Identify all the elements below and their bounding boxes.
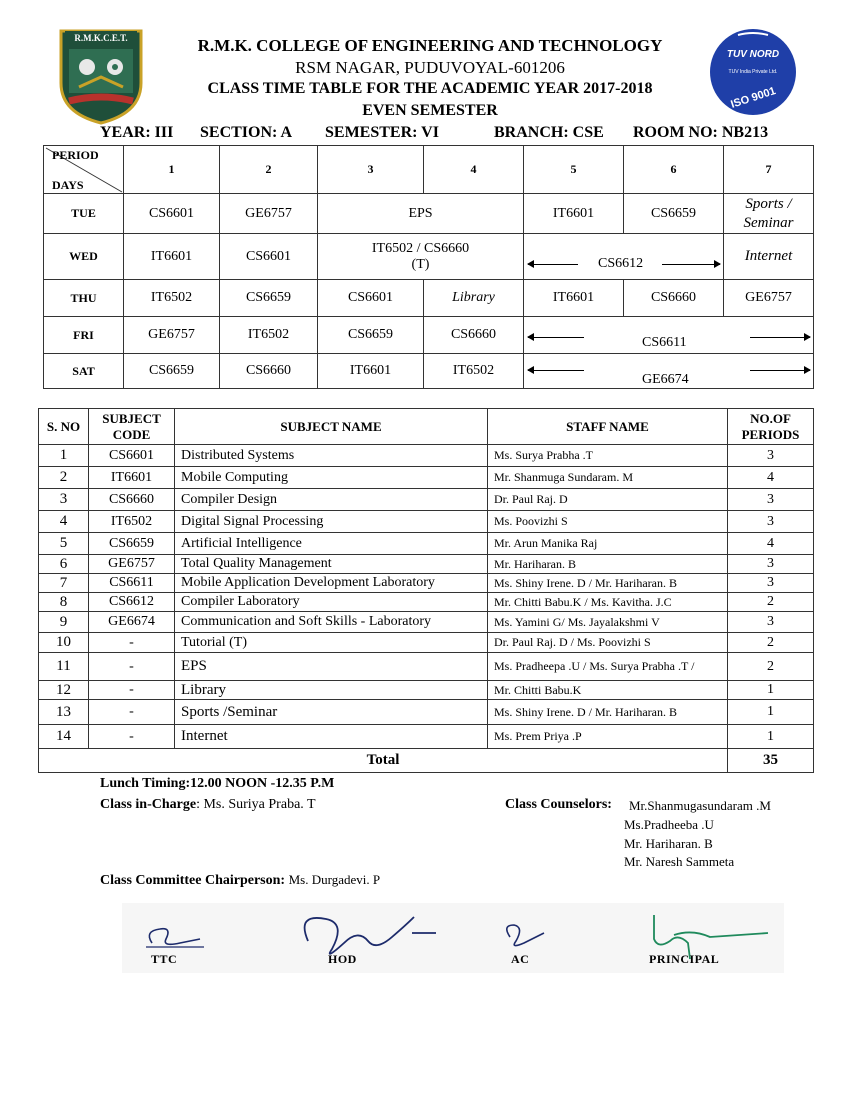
subject-row bbox=[39, 681, 814, 700]
staff-name: Mr. Hariharan. B bbox=[488, 555, 728, 574]
staff-name: Ms. Shiny Irene. D / Mr. Hariharan. B bbox=[488, 574, 728, 593]
subject-code: CS6611 bbox=[89, 574, 175, 593]
period-count: 2 bbox=[728, 653, 814, 681]
period-3-header: 3 bbox=[318, 146, 424, 194]
lunch-label: Lunch Timing: bbox=[100, 776, 191, 791]
counselor: Mr. Naresh Sammeta bbox=[624, 854, 735, 869]
staff-name: Mr. Chitti Babu.K bbox=[488, 681, 728, 700]
semester-type: EVEN SEMESTER bbox=[362, 102, 498, 119]
subject-row bbox=[39, 467, 814, 489]
period-count: 3 bbox=[728, 489, 814, 511]
subject-code: - bbox=[89, 653, 175, 681]
ttc-signature bbox=[149, 929, 200, 945]
period-count: 3 bbox=[728, 445, 814, 467]
timetable-row-thu bbox=[44, 280, 814, 317]
info-year: YEAR: III bbox=[100, 124, 174, 141]
slot: CS6660 bbox=[424, 317, 524, 354]
iso-brand: TUV NORD bbox=[726, 49, 780, 60]
col-periods: NO.OF PERIODS bbox=[728, 409, 814, 445]
day-label: SAT bbox=[44, 354, 124, 389]
subject-code: IT6601 bbox=[89, 467, 175, 489]
subject-sno: 7 bbox=[39, 574, 89, 593]
slot: IT6601 bbox=[524, 194, 624, 234]
staff-name: Dr. Paul Raj. D / Ms. Poovizhi S bbox=[488, 633, 728, 653]
staff-name: Ms. Yamini G/ Ms. Jayalakshmi V bbox=[488, 612, 728, 633]
slot: CS6601 bbox=[220, 234, 318, 280]
slot: EPS bbox=[318, 194, 524, 234]
period-1-header: 1 bbox=[124, 146, 220, 194]
subject-row bbox=[39, 511, 814, 533]
ttc-label: TTC bbox=[151, 952, 178, 966]
arrow-left-icon bbox=[528, 370, 584, 371]
subject-row bbox=[39, 489, 814, 511]
staff-name: Ms. Pradheepa .U / Ms. Surya Prabha .T / bbox=[488, 653, 728, 681]
slot: GE6757 bbox=[724, 280, 814, 317]
staff-name: Mr. Chitti Babu.K / Ms. Kavitha. J.C bbox=[488, 593, 728, 612]
day-label: FRI bbox=[44, 317, 124, 354]
day-label: WED bbox=[44, 234, 124, 280]
staff-name: Ms. Surya Prabha .T bbox=[488, 445, 728, 467]
total-value: 35 bbox=[728, 749, 814, 773]
subject-name: Total Quality Management bbox=[175, 555, 488, 574]
total-row bbox=[39, 749, 814, 773]
subject-code: - bbox=[89, 725, 175, 749]
day-label: THU bbox=[44, 280, 124, 317]
subject-code: - bbox=[89, 633, 175, 653]
slot: IT6601 bbox=[318, 354, 424, 389]
subject-code: CS6659 bbox=[89, 533, 175, 555]
slot: GE6757 bbox=[124, 317, 220, 354]
period-6-header: 6 bbox=[624, 146, 724, 194]
slot: GE6674 bbox=[642, 372, 689, 387]
subject-name: Compiler Laboratory bbox=[175, 593, 488, 612]
subject-row bbox=[39, 633, 814, 653]
slot: CS6601 bbox=[124, 194, 220, 234]
period-7-header: 7 bbox=[724, 146, 814, 194]
subject-name: Digital Signal Processing bbox=[175, 511, 488, 533]
arrow-left-icon bbox=[528, 337, 584, 338]
counselors-label: Class Counselors: bbox=[505, 797, 612, 812]
slot: IT6601 bbox=[524, 280, 624, 317]
slot: GE6757 bbox=[220, 194, 318, 234]
slot: CS6659 bbox=[124, 354, 220, 389]
col-name: SUBJECT NAME bbox=[175, 409, 488, 445]
staff-name: Ms. Prem Priya .P bbox=[488, 725, 728, 749]
subject-sno: 6 bbox=[39, 555, 89, 574]
info-branch: BRANCH: CSE bbox=[494, 124, 604, 141]
period-count: 4 bbox=[728, 533, 814, 555]
subject-name: Sports /Seminar bbox=[175, 700, 488, 725]
subject-name: Internet bbox=[175, 725, 488, 749]
slot: CS6660 bbox=[220, 354, 318, 389]
timetable-title: CLASS TIME TABLE FOR THE ACADEMIC YEAR 2017-2018 bbox=[207, 80, 653, 97]
slot: CS6611 bbox=[642, 335, 687, 350]
subject-name: Library bbox=[175, 681, 488, 700]
period-count: 2 bbox=[728, 633, 814, 653]
subject-code: - bbox=[89, 681, 175, 700]
counselor: Mr. Hariharan. B bbox=[624, 836, 713, 851]
slot: Library bbox=[424, 280, 524, 317]
subject-row bbox=[39, 574, 814, 593]
subject-sno: 2 bbox=[39, 467, 89, 489]
period-count: 4 bbox=[728, 467, 814, 489]
slot: Internet bbox=[724, 234, 814, 280]
col-staff: STAFF NAME bbox=[488, 409, 728, 445]
subject-row bbox=[39, 725, 814, 749]
timetable-row-fri bbox=[44, 317, 814, 354]
subject-row bbox=[39, 555, 814, 574]
subject-table-header bbox=[39, 409, 814, 445]
total-label: Total bbox=[39, 749, 728, 773]
ac-label: AC bbox=[511, 952, 530, 966]
subject-code: IT6502 bbox=[89, 511, 175, 533]
iso-9001-badge bbox=[708, 27, 798, 117]
subject-code: GE6674 bbox=[89, 612, 175, 633]
subject-row bbox=[39, 653, 814, 681]
counselor: Mr.Shanmugasundaram .M bbox=[629, 798, 771, 813]
slot: Sports / Seminar bbox=[724, 194, 814, 234]
subject-code: CS6612 bbox=[89, 593, 175, 612]
committee-chair bbox=[100, 872, 380, 889]
subject-sno: 5 bbox=[39, 533, 89, 555]
counselor: Ms.Pradheeba .U bbox=[624, 817, 714, 832]
slot-line: IT6502 / CS6660 bbox=[371, 240, 470, 256]
period-count: 2 bbox=[728, 593, 814, 612]
arrow-right-icon bbox=[662, 264, 720, 265]
lab-slot bbox=[524, 354, 814, 389]
slot bbox=[318, 234, 524, 280]
slot: IT6502 bbox=[220, 317, 318, 354]
college-name: R.M.K. COLLEGE OF ENGINEERING AND TECHNOLOGY bbox=[197, 36, 663, 55]
subject-row bbox=[39, 533, 814, 555]
chair-label: Class Committee Chairperson: bbox=[100, 873, 286, 888]
subject-sno: 3 bbox=[39, 489, 89, 511]
timetable-row-tue bbox=[44, 194, 814, 234]
subject-name: Tutorial (T) bbox=[175, 633, 488, 653]
period-count: 3 bbox=[728, 511, 814, 533]
college-logo bbox=[55, 25, 147, 125]
slot: CS6612 bbox=[598, 256, 644, 271]
slot: CS6660 bbox=[624, 280, 724, 317]
subject-code: CS6601 bbox=[89, 445, 175, 467]
period-count: 3 bbox=[728, 612, 814, 633]
info-room: ROOM NO: NB213 bbox=[633, 124, 769, 141]
lunch-timing bbox=[100, 776, 334, 792]
timetable-row-wed bbox=[44, 234, 814, 280]
college-address: RSM NAGAR, PUDUVOYAL-601206 bbox=[295, 58, 565, 77]
subject-row bbox=[39, 593, 814, 612]
subject-sno: 10 bbox=[39, 633, 89, 653]
col-sno: S. NO bbox=[39, 409, 89, 445]
staff-name: Ms. Poovizhi S bbox=[488, 511, 728, 533]
subject-sno: 12 bbox=[39, 681, 89, 700]
slot: CS6659 bbox=[220, 280, 318, 317]
hod-label: HOD bbox=[328, 952, 357, 966]
arrow-right-icon bbox=[750, 370, 810, 371]
subject-sno: 11 bbox=[39, 653, 89, 681]
subject-name: Artificial Intelligence bbox=[175, 533, 488, 555]
slot-line: (T) bbox=[411, 256, 430, 272]
class-timetable bbox=[43, 145, 814, 389]
slot: IT6601 bbox=[124, 234, 220, 280]
subject-sno: 1 bbox=[39, 445, 89, 467]
arrow-right-icon bbox=[750, 337, 810, 338]
chair-value: Ms. Durgadevi. P bbox=[288, 872, 381, 887]
period-count: 1 bbox=[728, 700, 814, 725]
subject-name: EPS bbox=[175, 653, 488, 681]
slot: IT6502 bbox=[424, 354, 524, 389]
period-4-header: 4 bbox=[424, 146, 524, 194]
subject-name: Mobile Computing bbox=[175, 467, 488, 489]
lunch-value: 12.00 NOON -12.35 P.M bbox=[190, 776, 335, 791]
info-semester: SEMESTER: VI bbox=[325, 124, 439, 141]
arrow-left-icon bbox=[528, 264, 578, 265]
period-days-header bbox=[44, 146, 124, 194]
period-count: 1 bbox=[728, 725, 814, 749]
subject-code: - bbox=[89, 700, 175, 725]
subject-sno: 8 bbox=[39, 593, 89, 612]
staff-name: Dr. Paul Raj. D bbox=[488, 489, 728, 511]
period-5-header: 5 bbox=[524, 146, 624, 194]
iso-sub: TUV India Private Ltd. bbox=[728, 69, 778, 75]
slot: CS6659 bbox=[624, 194, 724, 234]
slot: CS6601 bbox=[318, 280, 424, 317]
subject-sno: 9 bbox=[39, 612, 89, 633]
subject-row bbox=[39, 445, 814, 467]
lab-slot bbox=[524, 317, 814, 354]
staff-name: Mr. Arun Manika Raj bbox=[488, 533, 728, 555]
subject-sno: 13 bbox=[39, 700, 89, 725]
subject-name: Compiler Design bbox=[175, 489, 488, 511]
staff-name: Mr. Shanmuga Sundaram. M bbox=[488, 467, 728, 489]
logo-text: R.M.K.C.E.T. bbox=[74, 33, 128, 43]
incharge-label: Class in-Charge bbox=[100, 797, 197, 812]
info-section: SECTION: A bbox=[200, 124, 293, 141]
subject-name: Communication and Soft Skills - Laboratory bbox=[175, 612, 488, 633]
period-count: 3 bbox=[728, 555, 814, 574]
staff-name: Ms. Shiny Irene. D / Mr. Hariharan. B bbox=[488, 700, 728, 725]
days-label: DAYS bbox=[52, 178, 84, 192]
period-2-header: 2 bbox=[220, 146, 318, 194]
iso-standard: ISO 9001 bbox=[729, 85, 778, 111]
subject-sno: 14 bbox=[39, 725, 89, 749]
subject-row bbox=[39, 612, 814, 633]
slot: IT6502 bbox=[124, 280, 220, 317]
col-code: SUBJECT CODE bbox=[89, 409, 175, 445]
period-count: 1 bbox=[728, 681, 814, 700]
ac-signature bbox=[507, 925, 544, 946]
subject-name: Distributed Systems bbox=[175, 445, 488, 467]
subject-name: Mobile Application Development Laboratory bbox=[175, 574, 488, 593]
subject-row bbox=[39, 700, 814, 725]
subject-code: CS6660 bbox=[89, 489, 175, 511]
subject-allocation-table bbox=[38, 408, 814, 773]
lab-slot bbox=[524, 234, 724, 280]
period-count: 3 bbox=[728, 574, 814, 593]
timetable-row-sat bbox=[44, 354, 814, 389]
hod-signature bbox=[305, 917, 436, 954]
principal-label: PRINCIPAL bbox=[649, 952, 720, 966]
subject-code: GE6757 bbox=[89, 555, 175, 574]
period-label: PERIOD bbox=[52, 148, 99, 162]
subject-sno: 4 bbox=[39, 511, 89, 533]
slot: CS6659 bbox=[318, 317, 424, 354]
day-label: TUE bbox=[44, 194, 124, 234]
incharge-value: : Ms. Suriya Praba. T bbox=[196, 797, 316, 812]
class-incharge bbox=[100, 797, 316, 813]
